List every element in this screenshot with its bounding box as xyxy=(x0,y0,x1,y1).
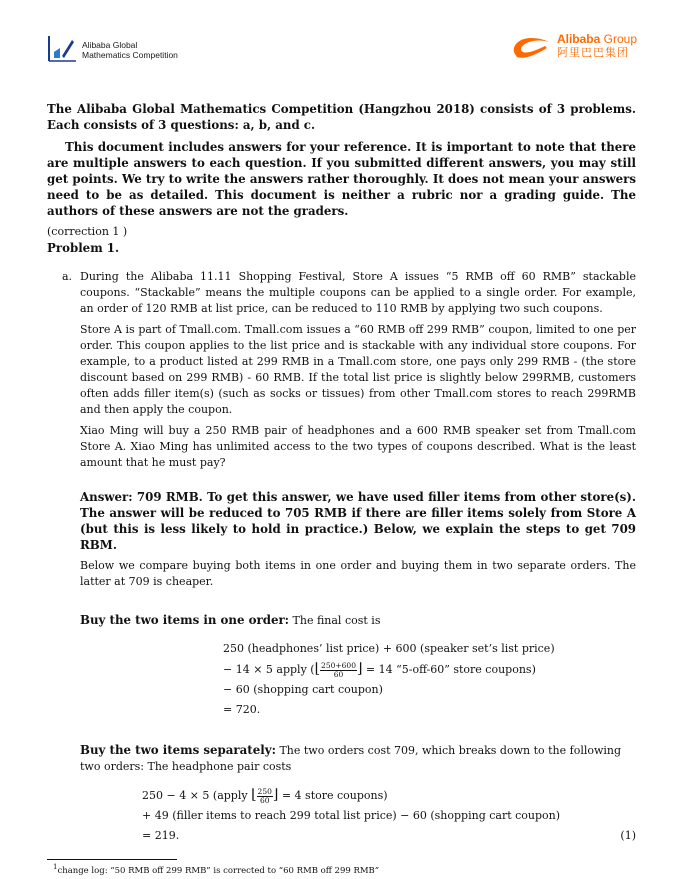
separate-line-1-pre: 250 − 4 × 5 (apply xyxy=(142,789,252,802)
problem-a-label: a. xyxy=(62,270,73,283)
separate-line-2: + 49 (filler items to reach 299 total list price) − 60 (shopping cart coupon) xyxy=(142,809,561,822)
problem-a-paragraph-2: Store A is part of Tmall.com. Tmall.com issues a “60 RMB off 299 RMB” coupon, limited to one per order. This coupon applies to the list price and is stackable with any individual store coupons. For example, to a product listed at 299 RMB in a Tmall.com store, one pays only 299 RMB - (the store discount based on 299 RMB) - 60 RMB. If the total list price is slightly below 299RMB, customers often adds filler item(s) (such as socks or tissues) from other Tmall.com stores to reach 299RMB and then apply the coupon. xyxy=(80,323,636,416)
footnote-text: change log: “50 RMB off 299 RMB” is corrected to “60 RMB off 299 RMB” xyxy=(57,865,380,876)
document-body xyxy=(47,101,636,846)
problem-a-paragraph-3: Xiao Ming will buy a 250 RMB pair of headphones and a 600 RMB speaker set from Tmall.com Store A. Xiao Ming has unlimited access to the two types of coupons described. What is the least amount that he must pay? xyxy=(80,424,636,469)
one-order-fraction-num: 250+600 xyxy=(321,660,356,670)
one-order-heading xyxy=(80,612,636,629)
one-order-line-4: = 720. xyxy=(223,703,261,716)
separate-fraction-den: 60 xyxy=(259,795,270,805)
separate-heading-rest: The two orders cost 709, which breaks down to the following two orders: The headphone pair costs xyxy=(80,744,622,773)
alibaba-logo-en-light: Group xyxy=(600,32,637,46)
agm-logo-icon xyxy=(46,34,78,64)
one-order-equation xyxy=(223,639,636,720)
separate-line-1-post: = 4 store coupons) xyxy=(278,789,388,802)
separate-fraction-num: 250 xyxy=(257,786,272,796)
footnote xyxy=(53,861,379,877)
comparison-paragraph: Below we compare buying both items in one order and buying them in two separate orders. The latter at 709 is cheaper. xyxy=(80,559,636,588)
alibaba-group-logo xyxy=(509,30,637,62)
separate-heading-bold: Buy the two items separately: xyxy=(80,743,276,757)
alibaba-logo-icon xyxy=(509,30,555,62)
correction-post: ) xyxy=(119,225,128,238)
problem-a xyxy=(62,269,636,471)
one-order-line-2: − 14 × 5 apply (⌊ $\frac{250+600}{60}$ ⌋ = 14 “5-off-60” store coupons) xyxy=(223,660,536,679)
agm-logo-line1: Alibaba Global xyxy=(82,40,138,50)
correction-pre: (correction 1 xyxy=(47,225,120,238)
one-order-line-1: 250 (headphones’ list price) + 600 (speaker set’s list price) xyxy=(223,642,555,655)
one-order-heading-rest: The final cost is xyxy=(289,614,381,627)
problem-title: Problem 1. xyxy=(47,241,120,255)
alibaba-logo-en-bold: Alibaba xyxy=(556,32,601,46)
correction-note xyxy=(47,225,636,239)
alibaba-logo-cn: 阿里巴巴集团 xyxy=(556,47,629,59)
separate-line-3: = 219. xyxy=(142,829,180,842)
agm-logo xyxy=(46,34,178,64)
separate-fraction xyxy=(257,788,273,805)
answer-paragraph: Answer: 709 RMB. To get this answer, we have used filler items from other store(s). The answer will be reduced to 705 RMB if there are filler items solely from Store A (but this is less likely to hold in practice.) Below, we explain the steps to get 709 RBM. xyxy=(80,490,636,552)
one-order-line-2-pre: − 14 × 5 apply ( xyxy=(223,663,315,676)
one-order-line-2-post: = 14 “5-off-60” store coupons) xyxy=(362,663,536,676)
separate-equation xyxy=(142,785,636,846)
separate-heading xyxy=(80,742,636,775)
intro-paragraph-2: This document includes answers for your reference. It is important to note that there are multiple answers to each question. If you submitted different answers, you may still get points. We try to write the answers rather thoroughly. It does not mean your answers need to be as detailed. This document is neither a rubric nor a grading guide. The authors of these answers are not the graders. xyxy=(47,140,636,218)
one-order-line-3: − 60 (shopping cart coupon) xyxy=(223,683,383,696)
one-order-heading-bold: Buy the two items in one order: xyxy=(80,613,290,627)
footnote-mark: 1 xyxy=(53,863,58,871)
intro-paragraph-1: The Alibaba Global Mathematics Competition (Hangzhou 2018) consists of 3 problems. Each consists of 3 questions: a, b, and c. xyxy=(47,102,636,132)
page-header xyxy=(46,30,637,66)
one-order-fraction xyxy=(320,662,357,679)
one-order-fraction-den: 60 xyxy=(333,669,344,679)
problem-a-paragraph-1: During the Alibaba 11.11 Shopping Festival, Store A issues “5 RMB off 60 RMB” stackable coupons. “Stackable” means the multiple coupons can be applied to a single order. For example, an order of 120 RMB at list price, can be reduced to 110 RMB by applying two such coupons. xyxy=(80,270,636,315)
agm-logo-line2: Mathematics Competition xyxy=(82,50,178,60)
footnote-rule xyxy=(47,859,177,860)
equation-number: (1) xyxy=(620,829,636,842)
separate-line-1: 250 − 4 × 5 (apply ⌊ $\frac{250}{60}$ ⌋ = 4 store coupons) xyxy=(142,786,388,805)
